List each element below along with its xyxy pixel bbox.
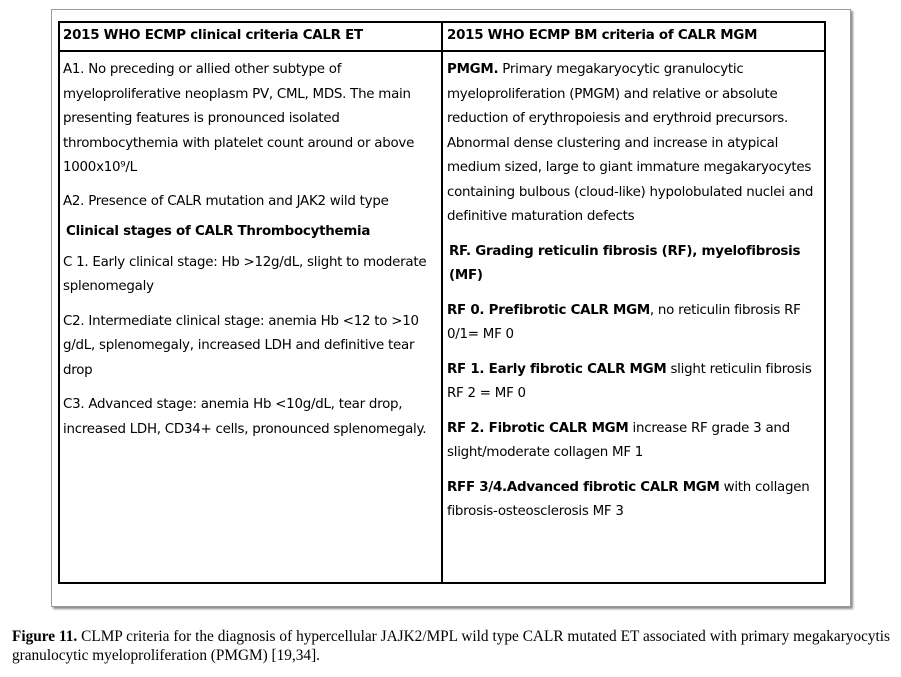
criterion-a2: A2. Presence of CALR mutation and JAK2 wild type	[63, 193, 389, 209]
rf-grading-title: RF. Grading reticulin fibrosis (RF), myelofibrosis (MF)	[449, 243, 801, 283]
column-divider	[441, 23, 443, 582]
clinical-stages-title: Clinical stages of CALR Thrombocythemia	[66, 224, 371, 239]
pmgm-label: PMGM.	[447, 62, 499, 77]
rf1-text: slight reticulin fibrosis RF 2 = MF 0	[447, 361, 812, 401]
rf0-grade	[447, 299, 823, 348]
caption-label: Figure 11.	[12, 628, 78, 645]
figure-caption	[12, 627, 890, 665]
criterion-a1: A1. No preceding or allied other subtype of myeloproliferative neoplasm PV, CML, MDS. The main presenting features is pronounced isolated thrombocythemia with platelet count around or above 1000x10⁹/L	[63, 62, 415, 175]
criteria-table	[58, 21, 826, 584]
pmgm-text: Primary megakaryocytic granulocytic myeloproliferation (PMGM) and relative or absolute reduction of erythropoiesis and erythroid precursors. Abnormal dense clustering and increase in atypical medium sized, large to giant immature megakaryocytes containing bulbous (cloud-like) hypolobulated nuclei and definitive maturation defects	[447, 62, 814, 224]
stage-c3: C3. Advanced stage: anemia Hb <10g/dL, tear drop, increased LDH, CD34+ cells, pronounced splenomegaly.	[63, 397, 427, 437]
bm-criteria-header: 2015 WHO ECMP BM criteria of CALR MGM	[447, 28, 758, 43]
clinical-criteria-column	[63, 23, 437, 442]
rf2-text: increase RF grade 3 and slight/moderate collagen MF 1	[447, 420, 790, 460]
rff3-label: RFF 3/4.Advanced fibrotic CALR MGM	[447, 479, 720, 495]
rf2-grade	[447, 417, 823, 466]
figure-image	[51, 9, 851, 607]
stage-c1: C 1. Early clinical stage: Hb >12g/dL, slight to moderate splenomegaly	[63, 254, 427, 294]
bm-criteria-column	[447, 23, 823, 525]
rf1-label: RF 1. Early fibrotic CALR MGM	[447, 361, 667, 377]
caption-text: CLMP criteria for the diagnosis of hypercellular JAJK2/MPL wild type CALR mutated ET associated with primary megakaryocytis granulocytic myeloproliferation (PMGM) [19,34].	[12, 628, 890, 664]
rff3-grade	[447, 476, 823, 525]
pmgm-criterion	[447, 58, 823, 230]
rf0-label: RF 0. Prefibrotic CALR MGM	[447, 302, 650, 318]
clinical-criteria-header: 2015 WHO ECMP clinical criteria CALR ET	[63, 28, 363, 43]
rf2-label: RF 2. Fibrotic CALR MGM	[447, 420, 629, 436]
rf0-text: , no reticulin fibrosis RF 0/1= MF 0	[447, 302, 801, 342]
stage-c2: C2. Intermediate clinical stage: anemia Hb <12 to >10 g/dL, splenomegaly, increased LDH and definitive tear drop	[63, 313, 419, 378]
rff3-text: with collagen fibrosis-osteosclerosis MF 3	[447, 479, 810, 519]
rf1-grade	[447, 358, 823, 407]
